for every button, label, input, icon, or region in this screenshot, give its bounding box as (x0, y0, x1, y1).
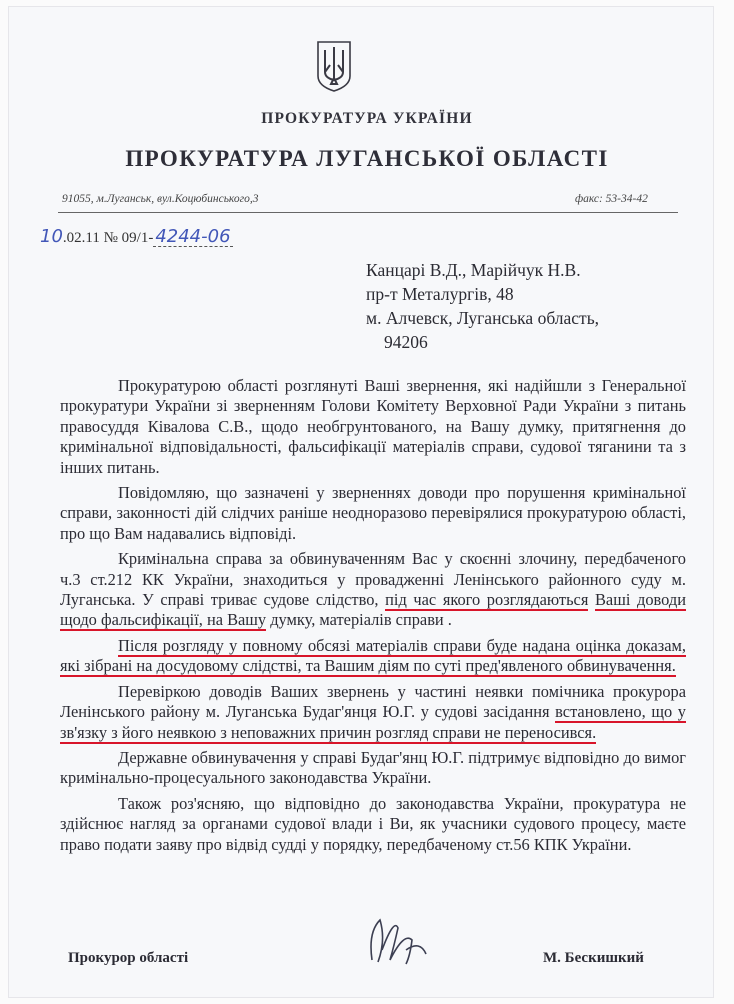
paragraph-7: Також роз'ясняю, що відповідно до законодавства України, прокуратура не здійснює нагляд за органами судової влади і Ви, як учасники судового процесу, маєте право подати заяву про відвід судді у порядку, передбаченому ст.56 КПК України. (60, 793, 686, 854)
highlighted-text: під час якого розглядаються (385, 590, 589, 610)
paragraph-1: Прокуратурою області розглянуті Ваші звернення, які надійшли з Генеральної прокуратури України зі зверненням Голови Комітету Верховної Ради України з питань правосуддя Ківалова С.В., щодо необгрунтованого, на Вашу думку, притягнення до кримінальної відповідальності, фальсифікації матеріалів справи, судової тяганини та з інших питань. (60, 376, 686, 477)
highlighted-text: встановлено, що у зв'язку з його неявкою з неповажних причин розгляд справи не переносився. (60, 702, 686, 742)
registration-date-printed: .02.11 № 09/1- (62, 230, 154, 246)
letter-body (60, 376, 686, 860)
registration-number: 4244-06 (155, 226, 231, 247)
coat-of-arms-trident-icon (316, 38, 352, 92)
registration-day: 10 (40, 226, 63, 247)
signatory-position: Прокурор області (68, 950, 189, 966)
highlighted-text: Після розгляду у повному обсязі матеріалів справи буде надана оцінка доказам, які зібрані на досудовому слідстві, та Вашим діям по суті пред'явленого обвинувачення. (60, 635, 686, 676)
paragraph-5: Перевіркою доводів Ваших звернень у частині неявки помічника прокурора Ленінського району м. Луганська Будаг'янця Ю.Г. у судові засідання встановлено, що у зв'язку з його неявкою з неповажних причин розгляд справи не переносився. (60, 681, 686, 742)
office-name: ПРОКУРАТУРА ЛУГАНСЬКОЇ ОБЛАСТІ (125, 146, 609, 171)
paragraph-4 (60, 636, 686, 677)
office-address: 91055, м.Луганськ, вул.Коцюбинського,3 (62, 193, 259, 205)
recipient-line: 94206 (384, 332, 428, 352)
paragraph-6: Державне обвинувачення у справі Будаг'янц Ю.Г. підтримує відповідно до вимог кримінально-процесуального законодавства України. (60, 747, 686, 788)
handwritten-signature (360, 910, 450, 970)
recipient-line: пр-т Металургів, 48 (366, 284, 514, 304)
recipient-block (366, 258, 599, 354)
highlighted-text: Ваші доводи щодо фальсифікації, на Вашу (60, 590, 686, 630)
office-fax: факс: 53-34-42 (575, 193, 648, 205)
paragraph-3: Кримінальна справа за обвинуваченням Вас у скоєнні злочину, передбаченого ч.3 ст.212 КК України, знаходиться у провадженні Ленінського районного суду м. Луганська. У справі триває судове слідство, під час якого розглядаються Ваші доводи щодо фальсифікації, на Вашу думку, матеріалів справи . (60, 549, 686, 630)
recipient-line: Канцарі В.Д., Марійчук Н.В. (366, 260, 581, 280)
signatory-name: М. Бескишкий (543, 950, 644, 966)
ministry-name: ПРОКУРАТУРА УКРАЇНИ (261, 110, 473, 127)
header-divider (58, 212, 678, 213)
registration-line (40, 226, 233, 247)
paragraph-2: Повідомляю, що зазначені у зверненнях доводи про порушення кримінальної справи, законності дій слідчих раніше неодноразово перевірялися прокуратурою області, про що Вам надавались відповіді. (60, 483, 686, 543)
recipient-line: м. Алчевск, Луганська область, (366, 308, 600, 328)
